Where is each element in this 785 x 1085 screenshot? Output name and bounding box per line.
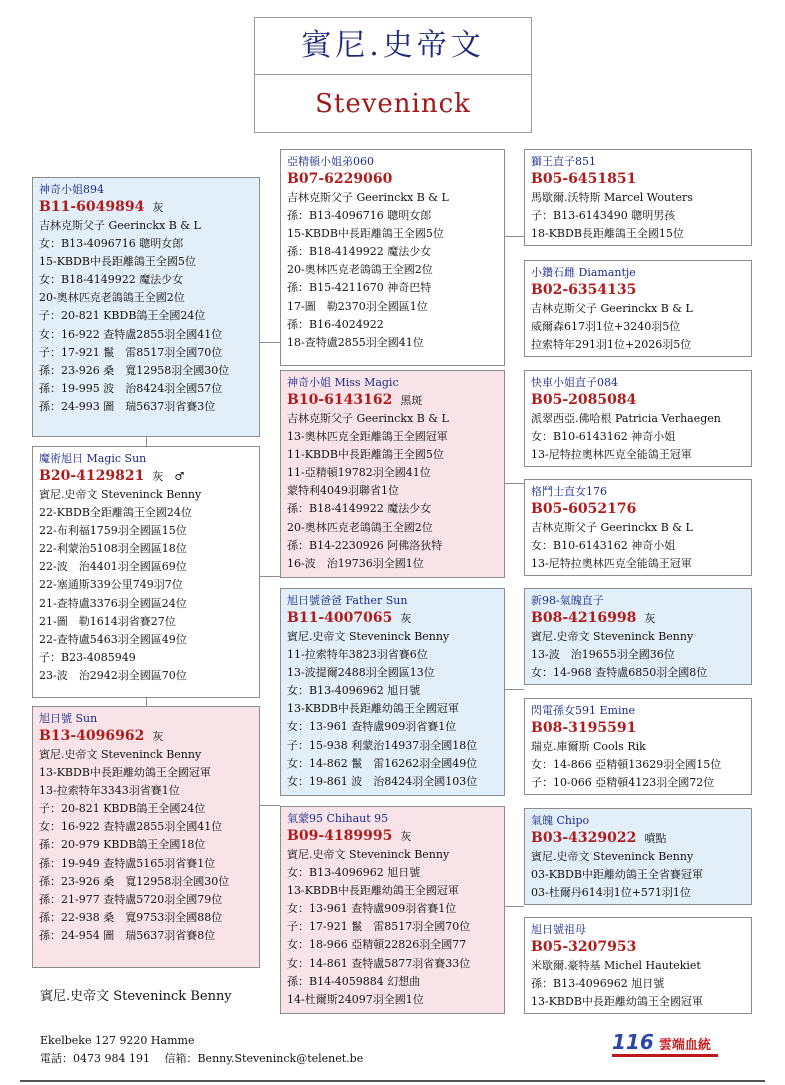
- bottom-rule: [20, 1080, 765, 1082]
- info-line: 賓尼.史帝文 Steveninck Benny: [531, 850, 694, 863]
- info-line: 孫：B18-4149922 魔法少女: [287, 245, 432, 259]
- connector-line: [505, 236, 524, 237]
- bird-name: 小鑽石雌 Diamantje: [531, 266, 636, 279]
- contact-line: 電話：0473 984 191 信箱：Benny.Steveninck@telenet.be: [40, 1052, 364, 1065]
- info-line: 20-奧林匹克老鴿鴿王全國2位: [287, 263, 433, 277]
- bird-color: 噴點: [644, 832, 667, 845]
- info-line: 22-布利福1759羽全國區15位: [39, 524, 187, 538]
- info-line: 孫：21-977 查特盧5720羽全國79位: [39, 892, 223, 906]
- info-line: 13-奧林匹克全距離鴿王全國冠軍: [287, 430, 448, 444]
- info-line: 13-尼特拉奧林匹克全能鴿王冠軍: [531, 557, 692, 571]
- info-line: 13-KBDB中長距離幼鴿王全國冠軍: [531, 995, 703, 1009]
- pedigree-box-subject[interactable]: [32, 177, 260, 437]
- logo-underline: [612, 1054, 718, 1057]
- info-line: 子：17-921 鬣 雷8517羽全國70位: [287, 920, 471, 934]
- info-line: 女：B10-6143162 神奇小姐: [531, 539, 676, 553]
- ring-number: B20-4129821: [39, 468, 145, 484]
- site-logo[interactable]: [612, 1030, 711, 1054]
- contact-block: [40, 1032, 363, 1068]
- info-line: 孫：B13-4096716 聰明女郎: [287, 209, 432, 223]
- bird-name: 神奇小姐894: [39, 183, 104, 196]
- info-line: 女：14-968 查特盧6850羽全國8位: [531, 666, 708, 680]
- info-line: 13-KBDB中長距離幼鴿王全國冠軍: [39, 766, 211, 780]
- pedigree-box-dam-sire[interactable]: [280, 588, 505, 796]
- info-line: 16-波 治19736羽全國1位: [287, 556, 424, 570]
- info-line: 女：B13-4096716 聰明女郎: [39, 237, 184, 251]
- info-line: 15-KBDB中長距離鴿王全國5位: [287, 227, 444, 241]
- pedigree-box-dam[interactable]: [32, 706, 260, 968]
- bird-name: 旭日號爸爸 Father Sun: [287, 594, 408, 607]
- info-line: 馬歇爾.沃特斯 Marcel Wouters: [531, 191, 693, 204]
- info-line: 13-波提爾2488羽全國區13位: [287, 666, 435, 680]
- logo-text: 雲端血統: [658, 1038, 711, 1053]
- info-line: 03-KBDB中距離幼鴿王全省賽冠軍: [531, 868, 703, 882]
- info-line: 13-拉索特年3343羽省賽1位: [39, 784, 180, 798]
- info-line: 吉林克斯父子 Geerinckx B & L: [287, 412, 449, 425]
- bird-color: 灰: [400, 612, 412, 625]
- bird-color: 灰 ♂: [152, 470, 185, 483]
- info-line: 子：B23-4085949: [39, 650, 136, 664]
- ring-number: B11-4007065: [287, 610, 393, 626]
- info-line: 22-利蒙治5108羽全國區18位: [39, 542, 187, 556]
- info-line: 女：B13-4096962 旭日號: [287, 866, 421, 880]
- info-line: 拉索特年291羽1位+2026羽5位: [531, 338, 692, 352]
- bird-color: 黑斑: [400, 394, 423, 407]
- bird-name: 氣魄 Chipo: [531, 814, 590, 827]
- pedigree-box-dsd[interactable]: [524, 698, 752, 795]
- info-line: 賓尼.史帝文 Steveninck Benny: [287, 630, 450, 643]
- info-line: 13-KBDB中長距離幼鴿王全國冠軍: [287, 702, 459, 716]
- info-line: 女：16-922 查特盧2855羽全國41位: [39, 820, 223, 834]
- info-line: 女：19-861 波 治8424羽全國103位: [287, 774, 478, 788]
- info-line: 女：B13-4096962 旭日號: [287, 684, 421, 698]
- info-line: 22-塞通斯339公里749羽7位: [39, 578, 183, 592]
- ring-number: B03-4329022: [531, 830, 637, 846]
- info-line: 賓尼.史帝文 Steveninck Benny: [39, 488, 202, 501]
- connector-line: [505, 689, 524, 690]
- bird-name: 魔術旭日 Magic Sun: [39, 452, 147, 465]
- connector-line: [260, 576, 280, 577]
- info-line: 23-波 治2942羽全國區70位: [39, 668, 187, 682]
- ring-number: B13-4096962: [39, 728, 145, 744]
- info-line: 賓尼.史帝文 Steveninck Benny: [287, 848, 450, 861]
- info-line: 女：13-961 查特盧909羽省賽1位: [287, 902, 457, 916]
- info-line: 子：20-821 KBDB鴿王全國24位: [39, 309, 206, 323]
- info-line: 女：14-866 亞精頓13629羽全國15位: [531, 758, 722, 772]
- ring-number: B05-3207953: [531, 939, 637, 955]
- info-line: 孫：22-938 桑 寬9753羽全國88位: [39, 910, 223, 924]
- info-line: 女：14-862 鬣 雷16262羽全國49位: [287, 756, 478, 770]
- ring-number: B02-6354135: [531, 282, 637, 298]
- info-line: 孫：B14-4059884 幻想曲: [287, 974, 421, 988]
- info-line: 22-波 治4401羽全國區69位: [39, 560, 187, 574]
- title-chinese: 賓尼.史帝文: [255, 18, 531, 75]
- info-line: 賓尼.史帝文 Steveninck Benny: [531, 630, 694, 643]
- info-line: 子：10-066 亞精頓4123羽全國72位: [531, 776, 715, 790]
- ring-number: B10-6143162: [287, 392, 393, 408]
- pedigree-box-sire-sire[interactable]: [280, 149, 505, 366]
- info-line: 孫：B14-2230926 阿佛洛狄特: [287, 538, 443, 552]
- ring-number: B09-4189995: [287, 828, 393, 844]
- info-line: 21-圖 勒1614羽省賽27位: [39, 614, 176, 628]
- info-line: 女：13-961 查特盧909羽省賽1位: [287, 720, 457, 734]
- info-line: 22-查特盧5463羽全國區49位: [39, 632, 187, 646]
- pedigree-box-sss[interactable]: [524, 149, 752, 246]
- connector-line: [505, 906, 524, 907]
- info-line: 14-杜爾斯24097羽全國1位: [287, 992, 424, 1006]
- info-line: 吉林克斯父子 Geerinckx B & L: [39, 219, 201, 232]
- logo-number: 116: [612, 1030, 654, 1054]
- info-line: 孫：23-926 桑 寬12958羽全國30位: [39, 874, 230, 888]
- info-line: 11-KBDB中長距離鴿王全國5位: [287, 448, 444, 462]
- info-line: 孫：B15-4211670 神奇巴特: [287, 281, 432, 295]
- ring-number: B08-4216998: [531, 610, 637, 626]
- info-line: 吉林克斯父子 Geerinckx B & L: [287, 191, 449, 204]
- info-line: 派翠西亞.佛哈根 Patricia Verhaegen: [531, 412, 721, 425]
- address-line: Ekelbeke 127 9220 Hamme: [40, 1034, 195, 1047]
- info-line: 瑞克.庫爾斯 Cools Rik: [531, 740, 646, 753]
- info-line: 孫：23-926 桑 寬12958羽全國30位: [39, 363, 230, 377]
- ring-number: B05-6052176: [531, 501, 637, 517]
- info-line: 20-奧林匹克老鴿鴿王全國2位: [39, 291, 185, 305]
- bird-name: 新98-氣魄直子: [531, 594, 604, 607]
- info-line: 13-KBDB中長距離幼鴿王全國冠軍: [287, 884, 459, 898]
- info-line: 女：16-922 查特盧2855羽全國41位: [39, 327, 223, 341]
- bird-color: 灰: [152, 201, 164, 214]
- info-line: 15-KBDB中長距離鴿王全國5位: [39, 255, 196, 269]
- info-line: 11-拉索特年3823羽省賽6位: [287, 648, 428, 662]
- info-line: 女：18-966 亞精頓22826羽全國77: [287, 938, 467, 952]
- info-line: 蒙特利4049羽聯省1位: [287, 484, 399, 498]
- info-line: 孫：B13-4096962 旭日號: [531, 977, 665, 991]
- info-line: 孫：B16-4024922: [287, 317, 384, 331]
- bird-name: 旭日號祖母: [531, 923, 586, 936]
- title-english: Steveninck: [315, 89, 471, 119]
- pedigree-box-sds[interactable]: [524, 370, 752, 467]
- connector-line: [260, 805, 280, 806]
- info-line: 子：15-938 利蒙治14937羽全國18位: [287, 738, 478, 752]
- info-line: 13-波 治19655羽全國36位: [531, 648, 675, 662]
- bird-color: 灰: [400, 830, 412, 843]
- bird-color: 灰: [152, 730, 164, 743]
- pedigree-box-sdd[interactable]: [524, 479, 752, 576]
- bird-name: 氣蒙95 Chihaut 95: [287, 812, 389, 825]
- ring-number: B05-6451851: [531, 171, 637, 187]
- info-line: 17-圖 勒2370羽全國區1位: [287, 299, 428, 313]
- pedigree-box-dss[interactable]: [524, 588, 752, 685]
- ring-number: B08-3195591: [531, 720, 637, 736]
- connector-line: [146, 437, 147, 446]
- pedigree-box-sire-dam[interactable]: [280, 370, 505, 578]
- pedigree-box-dam-dam[interactable]: [280, 806, 505, 1014]
- info-line: 20-奧林匹克老鴿鴿王全國2位: [287, 520, 433, 534]
- info-line: 18-查特盧2855羽全國41位: [287, 335, 424, 349]
- pedigree-box-dds[interactable]: [524, 808, 752, 905]
- info-line: 孫：19-995 波 治8424羽全國57位: [39, 381, 223, 395]
- info-line: 吉林克斯父子 Geerinckx B & L: [531, 302, 693, 315]
- bird-name: 格鬥士直女176: [531, 485, 607, 498]
- connector-line: [260, 342, 280, 343]
- info-line: 孫：24-993 圖 瑞5637羽省賽3位: [39, 399, 216, 413]
- pedigree-box-sire[interactable]: [32, 446, 260, 698]
- info-line: 13-尼特拉奧林匹克全能鴿王冠軍: [531, 448, 692, 462]
- info-line: 女：B10-6143162 神奇小姐: [531, 430, 676, 444]
- info-line: 威爾森617羽1位+3240羽5位: [531, 320, 681, 334]
- bird-name: 旭日號 Sun: [39, 712, 98, 725]
- info-line: 11-亞精頓19782羽全國41位: [287, 466, 431, 480]
- info-line: 女：B18-4149922 魔法少女: [39, 273, 184, 287]
- ring-number: B07-6229060: [287, 171, 393, 187]
- info-line: 子：B13-6143490 聰明男孩: [531, 209, 676, 223]
- ring-number: B05-2085084: [531, 392, 637, 408]
- info-line: 03-杜爾丹614羽1位+571羽1位: [531, 886, 691, 900]
- info-line: 22-KBDB全距離鴿王全國24位: [39, 506, 192, 520]
- bird-name: 獅王直子851: [531, 155, 596, 168]
- info-line: 女：14-861 查特盧5877羽省賽33位: [287, 956, 471, 970]
- info-line: 子：20-821 KBDB鴿王全國24位: [39, 802, 206, 816]
- bird-name: 亞精頓小姐弟060: [287, 155, 374, 168]
- info-line: 孫：20-979 KBDB鴿王全國18位: [39, 838, 206, 852]
- info-line: 孫：B18-4149922 魔法少女: [287, 502, 432, 516]
- info-line: 孫：24-954 圖 瑞5637羽省賽8位: [39, 928, 216, 942]
- connector-line: [146, 698, 147, 706]
- info-line: 米歇爾.豪特基 Michel Hautekiet: [531, 959, 701, 972]
- breeder-name: 賓尼.史帝文 Steveninck Benny: [40, 989, 232, 1004]
- info-line: 18-KBDB長距離鴿王全國15位: [531, 227, 684, 241]
- info-line: 21-查特盧3376羽全國區24位: [39, 596, 187, 610]
- pedigree-box-ddd[interactable]: [524, 917, 752, 1014]
- info-line: 子：17-921 鬣 雷8517羽全國70位: [39, 345, 223, 359]
- connector-line: [505, 483, 524, 484]
- pedigree-title: [254, 17, 532, 133]
- info-line: 孫：19-949 查特盧5165羽省賽1位: [39, 856, 216, 870]
- bird-name: 快車小姐直子084: [531, 376, 618, 389]
- info-line: 吉林克斯父子 Geerinckx B & L: [531, 521, 693, 534]
- pedigree-box-ssd[interactable]: [524, 260, 752, 357]
- bird-name: 神奇小姐 Miss Magic: [287, 376, 399, 389]
- bird-name: 閃電孫女591 Emine: [531, 704, 636, 717]
- info-line: 賓尼.史帝文 Steveninck Benny: [39, 748, 202, 761]
- bird-color: 灰: [644, 612, 656, 625]
- ring-number: B11-6049894: [39, 199, 145, 215]
